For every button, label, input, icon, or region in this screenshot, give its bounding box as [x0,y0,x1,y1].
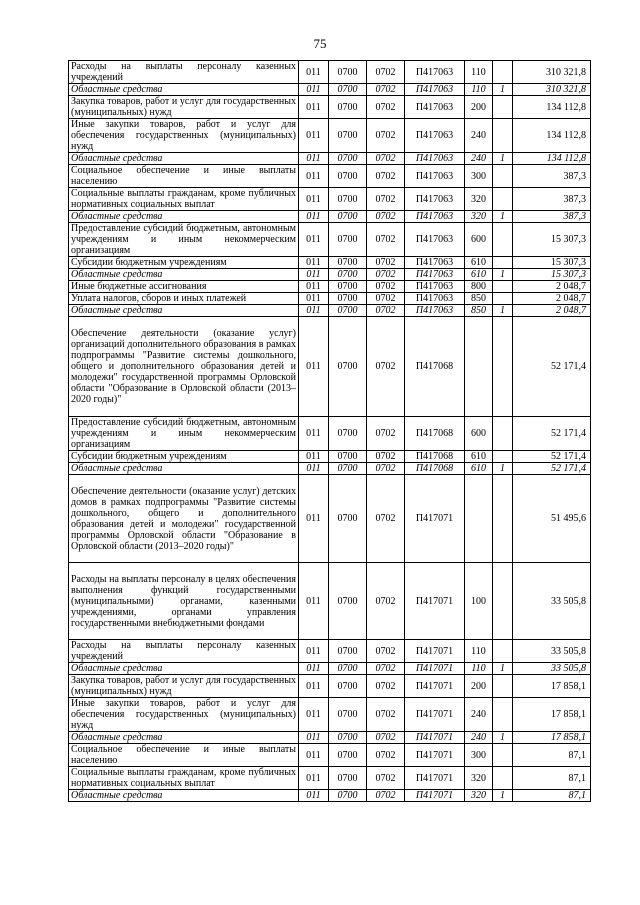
table-row [69,744,591,767]
table-row [69,417,591,451]
cell-sum: 52 171,4 [513,417,591,451]
cell-pr: 0702 [367,269,405,281]
cell-gr: 011 [299,84,329,96]
cell-src [493,563,513,640]
cell-src [493,417,513,451]
table-row [69,563,591,640]
cell-vr: 850 [465,305,493,317]
cell-rz: 0700 [329,675,367,698]
cell-gr: 011 [299,281,329,293]
cell-src [493,188,513,211]
cell-sum: 15 307,3 [513,269,591,281]
cell-name: Иные закупки товаров, работ и услуг для обеспечения государственных (муниципальных) нужд [69,698,299,732]
cell-cs: П417063 [405,293,465,305]
cell-name: Социальные выплаты гражданам, кроме публичных нормативных социальных выплат [69,767,299,790]
cell-vr: 240 [465,698,493,732]
cell-src [493,61,513,84]
cell-pr: 0702 [367,257,405,269]
cell-vr: 110 [465,61,493,84]
cell-vr: 850 [465,293,493,305]
cell-name: Предоставление субсидий бюджетным, автономным учреждениям и иным некоммерческим организациям [69,417,299,451]
cell-src: 1 [493,790,513,802]
cell-src [493,698,513,732]
cell-gr: 011 [299,223,329,257]
cell-pr: 0702 [367,790,405,802]
cell-pr: 0702 [367,119,405,153]
cell-cs: П417063 [405,84,465,96]
cell-src [493,281,513,293]
cell-vr: 100 [465,563,493,640]
cell-sum: 17 858,1 [513,675,591,698]
table-row [69,165,591,188]
cell-cs: П417068 [405,463,465,475]
cell-gr: 011 [299,451,329,463]
cell-gr: 011 [299,675,329,698]
cell-pr: 0702 [367,451,405,463]
cell-name: Закупка товаров, работ и услуг для государственных (муниципальных) нужд [69,675,299,698]
cell-pr: 0702 [367,732,405,744]
cell-name: Закупка товаров, работ и услуг для государственных (муниципальных) нужд [69,96,299,119]
cell-cs: П417063 [405,119,465,153]
cell-gr: 011 [299,640,329,663]
cell-vr: 610 [465,257,493,269]
cell-name: Субсидии бюджетным учреждениям [69,257,299,269]
cell-gr: 011 [299,698,329,732]
cell-cs: П417068 [405,451,465,463]
table-row [69,732,591,744]
cell-rz: 0700 [329,119,367,153]
cell-gr: 011 [299,767,329,790]
cell-pr: 0702 [367,293,405,305]
cell-gr: 011 [299,317,329,417]
table-row [69,269,591,281]
cell-name: Областные средства [69,305,299,317]
cell-name: Социальное обеспечение и иные выплаты населению [69,165,299,188]
cell-rz: 0700 [329,269,367,281]
cell-gr: 011 [299,165,329,188]
cell-src [493,640,513,663]
cell-vr: 800 [465,281,493,293]
table-row [69,305,591,317]
cell-cs: П417063 [405,211,465,223]
cell-pr: 0702 [367,463,405,475]
cell-vr: 200 [465,675,493,698]
cell-cs: П417071 [405,675,465,698]
cell-vr: 320 [465,211,493,223]
cell-rz: 0700 [329,188,367,211]
cell-vr: 240 [465,153,493,165]
cell-cs: П417068 [405,317,465,417]
cell-pr: 0702 [367,767,405,790]
cell-src: 1 [493,732,513,744]
table-row [69,153,591,165]
cell-src [493,96,513,119]
cell-src: 1 [493,269,513,281]
cell-sum: 387,3 [513,211,591,223]
cell-vr: 610 [465,463,493,475]
cell-vr: 240 [465,119,493,153]
cell-rz: 0700 [329,257,367,269]
cell-name: Областные средства [69,211,299,223]
cell-pr: 0702 [367,475,405,563]
cell-cs: П417071 [405,663,465,675]
cell-rz: 0700 [329,153,367,165]
cell-vr: 600 [465,223,493,257]
cell-pr: 0702 [367,281,405,293]
table-row [69,223,591,257]
cell-vr: 240 [465,732,493,744]
cell-rz: 0700 [329,417,367,451]
cell-pr: 0702 [367,188,405,211]
cell-sum: 87,1 [513,767,591,790]
cell-gr: 011 [299,744,329,767]
cell-rz: 0700 [329,744,367,767]
cell-src [493,675,513,698]
cell-name: Обеспечение деятельности (оказание услуг) детских домов в рамках подпрограммы "Развитие системы дошкольного, общего и дополнительного образования детей и молодежи" государственной программы Орловской области "Образование в Орловской области (2013–2020 годы)" [69,475,299,563]
cell-cs: П417063 [405,153,465,165]
cell-sum: 87,1 [513,790,591,802]
cell-cs: П417063 [405,188,465,211]
cell-cs: П417063 [405,61,465,84]
cell-src [493,223,513,257]
cell-vr: 110 [465,640,493,663]
cell-pr: 0702 [367,663,405,675]
cell-rz: 0700 [329,463,367,475]
cell-src: 1 [493,305,513,317]
cell-name: Предоставление субсидий бюджетным, автономным учреждениям и иным некоммерческим организациям [69,223,299,257]
cell-sum: 2 048,7 [513,305,591,317]
cell-name: Расходы на выплаты персоналу казенных учреждений [69,640,299,663]
cell-pr: 0702 [367,305,405,317]
cell-gr: 011 [299,790,329,802]
cell-vr: 320 [465,188,493,211]
cell-name: Иные бюджетные ассигнования [69,281,299,293]
cell-gr: 011 [299,188,329,211]
cell-rz: 0700 [329,475,367,563]
cell-pr: 0702 [367,61,405,84]
cell-gr: 011 [299,257,329,269]
cell-pr: 0702 [367,96,405,119]
page-number: 75 [313,36,327,51]
cell-rz: 0700 [329,451,367,463]
table-row [69,790,591,802]
cell-sum: 15 307,3 [513,257,591,269]
cell-gr: 011 [299,417,329,451]
cell-sum: 52 171,4 [513,451,591,463]
table-row [69,675,591,698]
cell-name: Обеспечение деятельности (оказание услуг) организаций дополнительного образования в рамках подпрограммы "Развитие системы дошкольного, общего и дополнительного образования детей и молодежи" государственной программы Орловской области "Образование в Орловской области (2013–2020 годы)" [69,317,299,417]
cell-vr: 600 [465,417,493,451]
cell-gr: 011 [299,663,329,675]
cell-sum: 33 505,8 [513,640,591,663]
table-row [69,96,591,119]
cell-cs: П417071 [405,732,465,744]
cell-src [493,257,513,269]
cell-name: Областные средства [69,790,299,802]
cell-pr: 0702 [367,698,405,732]
cell-sum: 52 171,4 [513,317,591,417]
table-body [69,61,591,802]
cell-gr: 011 [299,475,329,563]
cell-pr: 0702 [367,153,405,165]
cell-vr: 610 [465,269,493,281]
cell-sum: 17 858,1 [513,732,591,744]
cell-name: Областные средства [69,732,299,744]
cell-pr: 0702 [367,223,405,257]
cell-name: Областные средства [69,84,299,96]
cell-pr: 0702 [367,317,405,417]
table-row [69,293,591,305]
cell-gr: 011 [299,293,329,305]
cell-sum: 134 112,8 [513,96,591,119]
cell-rz: 0700 [329,698,367,732]
table-row [69,317,591,417]
cell-gr: 011 [299,305,329,317]
cell-rz: 0700 [329,317,367,417]
cell-rz: 0700 [329,732,367,744]
cell-name: Областные средства [69,463,299,475]
cell-rz: 0700 [329,663,367,675]
table-row [69,281,591,293]
cell-sum: 2 048,7 [513,281,591,293]
cell-cs: П417063 [405,257,465,269]
cell-vr: 200 [465,96,493,119]
table-row [69,451,591,463]
cell-sum: 134 112,8 [513,119,591,153]
cell-rz: 0700 [329,640,367,663]
cell-cs: П417063 [405,305,465,317]
cell-cs: П417071 [405,767,465,790]
cell-sum: 17 858,1 [513,698,591,732]
cell-src [493,767,513,790]
cell-sum: 33 505,8 [513,663,591,675]
cell-sum: 310 321,8 [513,61,591,84]
cell-cs: П417063 [405,96,465,119]
cell-vr: 610 [465,451,493,463]
cell-sum: 87,1 [513,744,591,767]
cell-rz: 0700 [329,96,367,119]
cell-vr: 320 [465,767,493,790]
cell-pr: 0702 [367,84,405,96]
table-row [69,188,591,211]
cell-gr: 011 [299,96,329,119]
cell-name: Субсидии бюджетным учреждениям [69,451,299,463]
cell-gr: 011 [299,153,329,165]
cell-rz: 0700 [329,223,367,257]
cell-rz: 0700 [329,305,367,317]
cell-name: Социальные выплаты гражданам, кроме публичных нормативных социальных выплат [69,188,299,211]
cell-src: 1 [493,211,513,223]
cell-rz: 0700 [329,84,367,96]
cell-sum: 51 495,6 [513,475,591,563]
cell-name: Расходы на выплаты персоналу казенных учреждений [69,61,299,84]
cell-pr: 0702 [367,563,405,640]
cell-rz: 0700 [329,165,367,188]
cell-src [493,119,513,153]
cell-cs: П417071 [405,790,465,802]
cell-vr: 320 [465,790,493,802]
cell-cs: П417063 [405,223,465,257]
cell-name: Областные средства [69,663,299,675]
cell-name: Уплата налогов, сборов и иных платежей [69,293,299,305]
cell-cs: П417068 [405,417,465,451]
cell-pr: 0702 [367,675,405,698]
cell-vr: 300 [465,744,493,767]
cell-cs: П417063 [405,281,465,293]
cell-sum: 33 505,8 [513,563,591,640]
cell-sum: 2 048,7 [513,293,591,305]
budget-table [68,60,591,802]
cell-pr: 0702 [367,744,405,767]
cell-src [493,165,513,188]
cell-vr: 110 [465,84,493,96]
table-row [69,640,591,663]
cell-pr: 0702 [367,211,405,223]
cell-name: Иные закупки товаров, работ и услуг для обеспечения государственных (муниципальных) нужд [69,119,299,153]
table-row [69,84,591,96]
table-row [69,767,591,790]
cell-vr: 300 [465,165,493,188]
cell-vr [465,475,493,563]
cell-name: Расходы на выплаты персоналу в целях обеспечения выполнения функций государственными (муниципальными) органами, казенными учреждениями, органами управления государственными внебюджетными фондами [69,563,299,640]
cell-rz: 0700 [329,61,367,84]
cell-gr: 011 [299,269,329,281]
cell-src: 1 [493,84,513,96]
table-row [69,119,591,153]
cell-name: Областные средства [69,153,299,165]
cell-gr: 011 [299,463,329,475]
cell-src: 1 [493,663,513,675]
cell-pr: 0702 [367,640,405,663]
cell-src: 1 [493,153,513,165]
cell-rz: 0700 [329,767,367,790]
cell-src [493,744,513,767]
cell-sum: 387,3 [513,165,591,188]
cell-cs: П417071 [405,698,465,732]
cell-pr: 0702 [367,417,405,451]
table-row [69,211,591,223]
cell-sum: 310 321,8 [513,84,591,96]
cell-cs: П417071 [405,640,465,663]
cell-gr: 011 [299,61,329,84]
cell-cs: П417063 [405,269,465,281]
cell-cs: П417071 [405,563,465,640]
cell-cs: П417071 [405,475,465,563]
cell-pr: 0702 [367,165,405,188]
cell-name: Социальное обеспечение и иные выплаты населению [69,744,299,767]
cell-rz: 0700 [329,293,367,305]
cell-name: Областные средства [69,269,299,281]
cell-rz: 0700 [329,211,367,223]
table-row [69,475,591,563]
cell-cs: П417071 [405,744,465,767]
cell-gr: 011 [299,211,329,223]
cell-src [493,317,513,417]
cell-sum: 134 112,8 [513,153,591,165]
table-row [69,257,591,269]
cell-sum: 52 171,4 [513,463,591,475]
cell-src [493,451,513,463]
cell-src [493,293,513,305]
cell-rz: 0700 [329,563,367,640]
table-row [69,698,591,732]
cell-sum: 387,3 [513,188,591,211]
cell-gr: 011 [299,563,329,640]
cell-rz: 0700 [329,281,367,293]
cell-gr: 011 [299,732,329,744]
cell-vr [465,317,493,417]
cell-cs: П417063 [405,165,465,188]
cell-src [493,475,513,563]
table-row [69,61,591,84]
table-row [69,463,591,475]
cell-vr: 110 [465,663,493,675]
cell-gr: 011 [299,119,329,153]
table-row [69,663,591,675]
cell-sum: 15 307,3 [513,223,591,257]
cell-rz: 0700 [329,790,367,802]
cell-src: 1 [493,463,513,475]
